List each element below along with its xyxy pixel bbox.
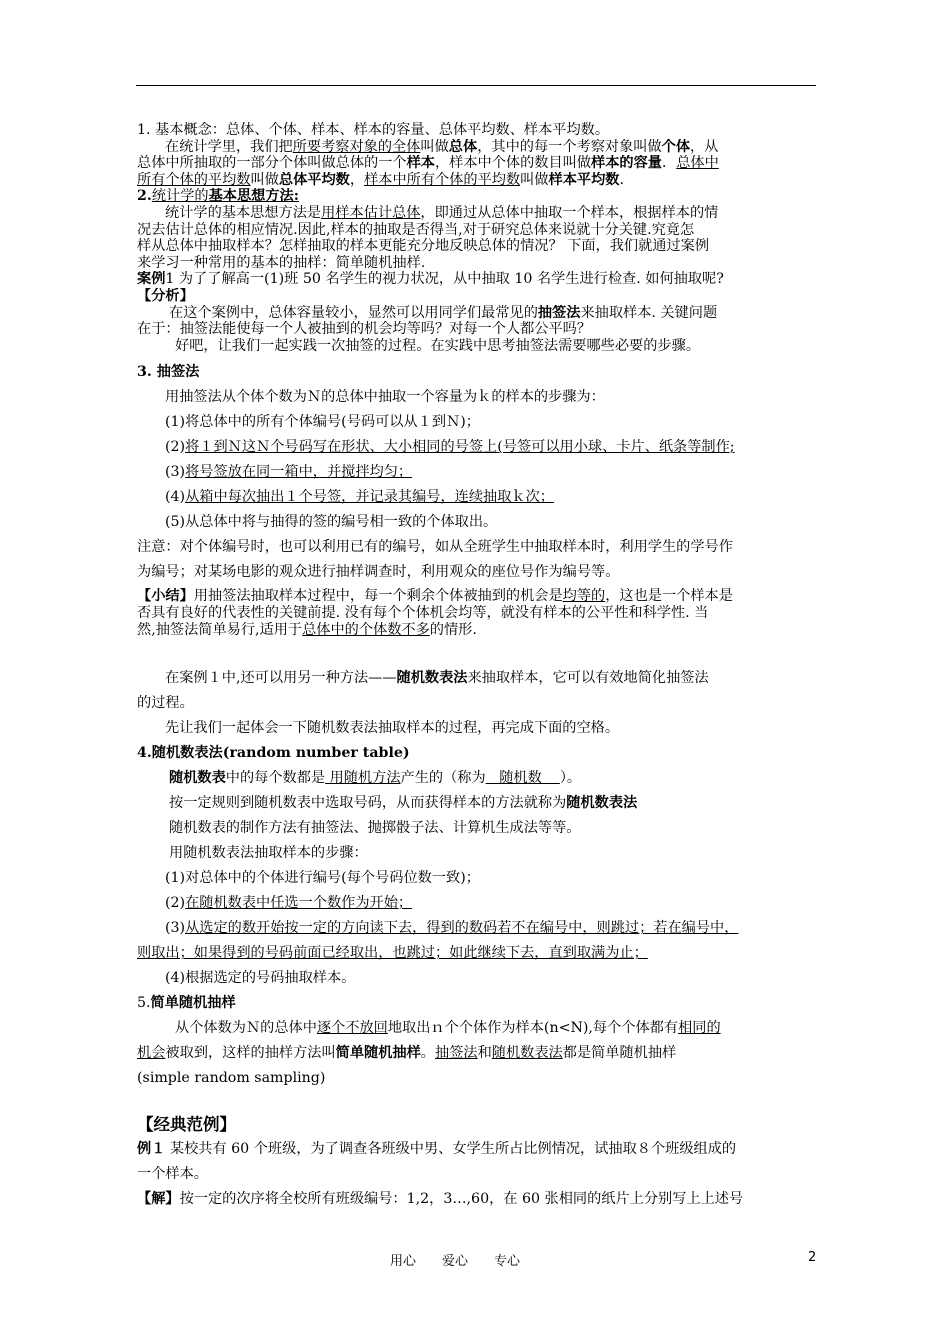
summary-line3: 然,抽签法简单易行,适用于总体中的个体数不多的情形. — [137, 621, 477, 638]
sec3-intro: 用抽签法从个体个数为Ｎ的总体中抽取一个容量为ｋ的样本的步骤为： — [165, 389, 605, 406]
sec3-note-line2: 为编号；对某场电影的观众进行抽样调查时，利用观众的座位号作为编号等。 — [137, 564, 620, 581]
transition-line3: 先让我们一起体会一下随机数表法抽取样本的过程，再完成下面的空格。 — [165, 720, 620, 737]
sec2-heading: 2.统计学的基本思想方法: — [137, 188, 299, 205]
summary-line1: 【小结】用抽签法抽取样本过程中，每一个剩余个体被抽到的机会是均等的，这也是一个样本是 — [137, 588, 733, 605]
transition-line1: 在案例１中,还可以用另一种方法——随机数表法来抽取样本，它可以有效地简化抽签法 — [165, 670, 709, 687]
analysis-line3: 好吧，让我们一起实践一次抽签的过程。在实践中思考抽签法需要哪些必要的步骤。 — [175, 337, 700, 354]
summary-line2: 否具有良好的代表性的关键前提. 没有每个个体机会均等，就没有样本的公平性和科学性. 当 — [137, 604, 709, 621]
sec2-line2: 况去估计总体的相应情况.因此,样本的抽取是否得当,对于研究总体来说就十分关键.究竟怎 — [137, 221, 695, 238]
example1-line2: 一个样本。 — [137, 1166, 208, 1183]
page-number: 2 — [808, 1250, 817, 1265]
sec4-step3-line1: (3)从选定的数开始按一定的方向读下去，得到的数码若不在编号中，则跳过；若在编号中， — [165, 920, 739, 937]
header-rule — [136, 85, 816, 86]
sec5-heading: 5.简单随机抽样 — [137, 995, 236, 1012]
sec3-note-line1: 注意：对个体编号时，也可以利用已有的编号，如从全班学生中抽取样本时，利用学生的学号作 — [137, 539, 733, 556]
sec4-def-line1: 随机数表中的每个数都是 用随机方法产生的（称为 随机数 ）。 — [169, 770, 582, 787]
examples-heading: 【经典范例】 — [137, 1115, 236, 1135]
example1-line1: 例１ 某校共有 60 个班级，为了调查各班级中男、女学生所占比例情况，试抽取８个班级组成的 — [137, 1141, 737, 1158]
sec4-def-line2: 按一定规则到随机数表中选取号码，从而获得样本的方法就称为随机数表法 — [169, 795, 638, 812]
sec2-line1: 统计学的基本思想方法是用样本估计总体，即通过从总体中抽取一个样本，根据样本的情 — [165, 204, 719, 221]
sec1-para-line2: 总体中所抽取的一部分个体叫做总体的一个样本，样本中个体的数目叫做样本的容量．总体中 — [137, 155, 719, 172]
sec4-heading: 4.随机数表法(random number table) — [137, 745, 410, 762]
transition-line2: 的过程。 — [137, 695, 194, 712]
sec5-line1: 从个体数为Ｎ的总体中逐个不放回地取出ｎ个个体作为样本(n<N),每个个体都有相同的 — [175, 1020, 721, 1037]
sec3-step1: (1)将总体中的所有个体编号(号码可以从１到Ｎ)； — [165, 414, 480, 431]
sec3-step5: (5)从总体中将与抽得的签的编号相一致的个体取出。 — [165, 514, 498, 531]
page-content — [137, 122, 817, 1212]
sec1-heading: 1. 基本概念：总体、个体、样本、样本的容量、总体平均数、样本平均数。 — [137, 122, 610, 138]
solution-line1: 【解】按一定的次序将全校所有班级编号：1,2，3…,60，在 60 张相同的纸片上分别写上上述号 — [137, 1191, 744, 1208]
analysis-line1: 在这个案例中，总体容量较小，显然可以用同学们最常见的抽签法来抽取样本. 关键问题 — [169, 304, 718, 321]
sec4-def-line3: 随机数表的制作方法有抽签法、抛掷骰子法、计算机生成法等等。 — [169, 820, 581, 837]
sec3-step2: (2)将１到Ｎ这Ｎ个号码写在形状、大小相同的号签上(号签可以用小球、卡片、纸条等制作; — [165, 439, 735, 456]
sec5-line3: (simple random sampling) — [137, 1070, 326, 1087]
sec1-para-line1: 在统计学里，我们把所要考察对象的全体叫做总体，其中的每一个考察对象叫做个体，从 — [165, 138, 719, 155]
analysis-label: 【分析】 — [137, 287, 194, 304]
sec4-step2: (2)在随机数表中任选一个数作为开始； — [165, 895, 413, 912]
analysis-line2: 在于：抽签法能使每一个人被抽到的机会均等吗？对每一个人都公平吗？ — [137, 321, 592, 338]
case1-line: 案例1 为了了解高一(1)班 50 名学生的视力状况，从中抽取 10 名学生进行检查. 如何抽取呢? — [137, 271, 724, 288]
sec3-heading: 3. 抽签法 — [137, 364, 200, 381]
sec4-def-line4: 用随机数表法抽取样本的步骤： — [169, 845, 368, 862]
footer-motto: 用心 爱心 专心 — [390, 1254, 521, 1269]
sec2-line3: 样从总体中抽取样本？怎样抽取的样本更能充分地反映总体的情况？ 下面，我们就通过案例 — [137, 238, 710, 255]
sec3-step3: (3)将号签放在同一箱中，并搅拌均匀； — [165, 464, 413, 481]
sec2-line4: 来学习一种常用的基本的抽样：简单随机抽样. — [137, 254, 426, 271]
sec4-step3-line2: 则取出；如果得到的号码前面已经取出，也跳过；如此继续下去，直到取满为止； — [137, 945, 648, 962]
sec4-step4: (4)根据选定的号码抽取样本。 — [165, 970, 356, 987]
sec4-step1: (1)对总体中的个体进行编号(每个号码位数一致)； — [165, 870, 480, 887]
sec3-step4: (4)从箱中每次抽出１个号签，并记录其编号，连续抽取ｋ次； — [165, 489, 554, 506]
sec1-para-line3: 所有个体的平均数叫做总体平均数，样本中所有个体的平均数叫做样本平均数. — [137, 171, 624, 188]
sec5-line2: 机会被取到，这样的抽样方法叫简单随机抽样。抽签法和随机数表法都是简单随机抽样 — [137, 1045, 677, 1062]
